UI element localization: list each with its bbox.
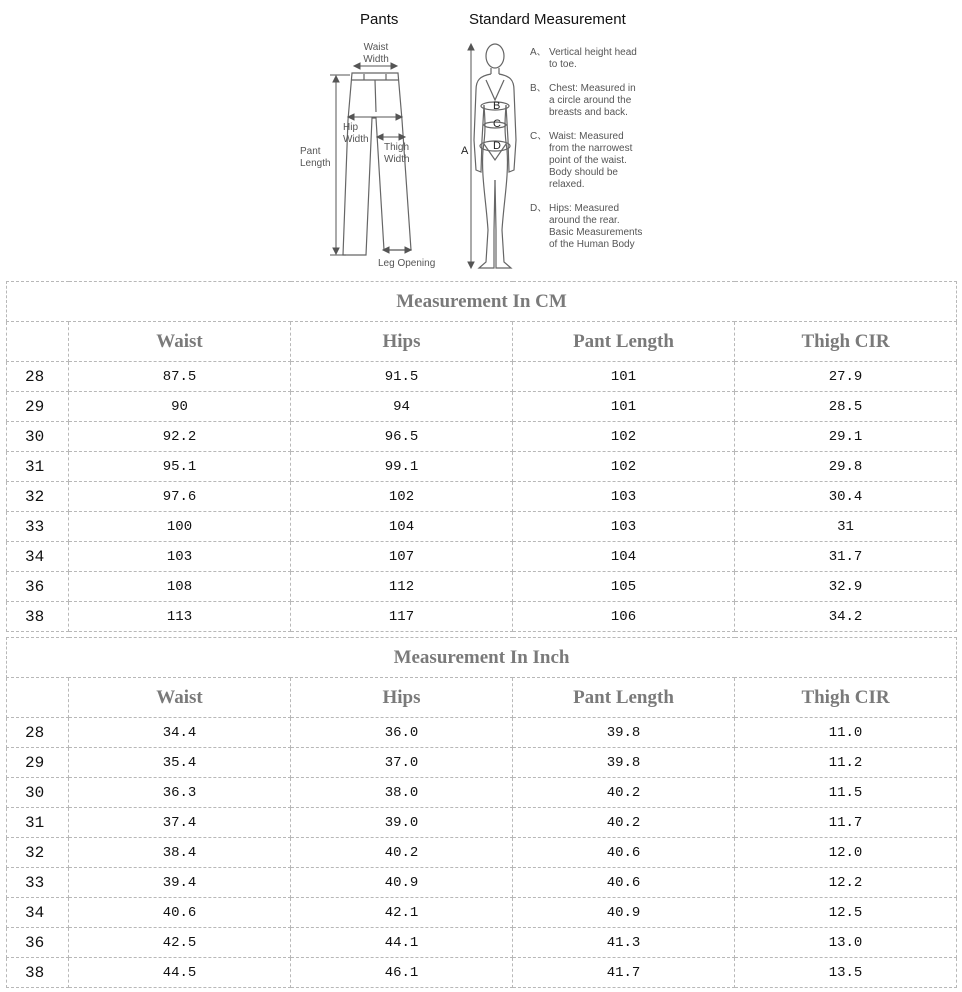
value-cell: 97.6 xyxy=(69,482,291,512)
column-header: Waist xyxy=(69,678,291,718)
value-cell: 39.4 xyxy=(69,868,291,898)
value-cell: 112 xyxy=(291,572,513,602)
note-a: A、 Vertical height head to toe. xyxy=(530,47,637,70)
value-cell: 90 xyxy=(69,392,291,422)
column-header xyxy=(7,678,69,718)
value-cell: 44.1 xyxy=(291,928,513,958)
value-cell: 13.5 xyxy=(735,958,957,988)
size-cell: 31 xyxy=(7,808,69,838)
value-cell: 37.4 xyxy=(69,808,291,838)
value-cell: 40.9 xyxy=(291,868,513,898)
value-cell: 12.0 xyxy=(735,838,957,868)
value-cell: 103 xyxy=(69,542,291,572)
value-cell: 36.0 xyxy=(291,718,513,748)
table-row xyxy=(7,898,957,928)
value-cell: 95.1 xyxy=(69,452,291,482)
table-caption: Measurement In Inch xyxy=(7,638,957,678)
value-cell: 101 xyxy=(513,392,735,422)
size-cell: 29 xyxy=(7,748,69,778)
size-cell: 34 xyxy=(7,542,69,572)
column-header: Hips xyxy=(291,322,513,362)
value-cell: 34.4 xyxy=(69,718,291,748)
value-cell: 31 xyxy=(735,512,957,542)
body-height-arrow xyxy=(468,44,474,268)
value-cell: 41.7 xyxy=(513,958,735,988)
leg-opening-label: Leg Opening xyxy=(378,258,436,269)
value-cell: 11.7 xyxy=(735,808,957,838)
value-cell: 38.4 xyxy=(69,838,291,868)
value-cell: 34.2 xyxy=(735,602,957,632)
value-cell: 105 xyxy=(513,572,735,602)
value-cell: 46.1 xyxy=(291,958,513,988)
body-marker-b: B xyxy=(493,100,501,112)
size-cell: 36 xyxy=(7,928,69,958)
column-header: Hips xyxy=(291,678,513,718)
table-row xyxy=(7,422,957,452)
hip-width-label: Hip Width xyxy=(343,122,369,145)
value-cell: 44.5 xyxy=(69,958,291,988)
table-row xyxy=(7,392,957,422)
value-cell: 35.4 xyxy=(69,748,291,778)
value-cell: 12.2 xyxy=(735,868,957,898)
pants-and-body-drawing xyxy=(0,0,962,278)
body-marker-c: C xyxy=(493,118,501,130)
value-cell: 103 xyxy=(513,512,735,542)
pants-title: Pants xyxy=(360,11,399,28)
column-header: Thigh CIR xyxy=(735,322,957,362)
value-cell: 104 xyxy=(513,542,735,572)
value-cell: 102 xyxy=(513,452,735,482)
value-cell: 40.6 xyxy=(513,868,735,898)
value-cell: 36.3 xyxy=(69,778,291,808)
table-row xyxy=(7,718,957,748)
table-row xyxy=(7,838,957,868)
table-row xyxy=(7,748,957,778)
body-marker-d: D xyxy=(493,140,501,152)
value-cell: 28.5 xyxy=(735,392,957,422)
value-cell: 38.0 xyxy=(291,778,513,808)
value-cell: 40.6 xyxy=(69,898,291,928)
value-cell: 91.5 xyxy=(291,362,513,392)
table-row xyxy=(7,808,957,838)
value-cell: 31.7 xyxy=(735,542,957,572)
value-cell: 13.0 xyxy=(735,928,957,958)
value-cell: 39.0 xyxy=(291,808,513,838)
table-caption: Measurement In CM xyxy=(7,282,957,322)
table-row xyxy=(7,958,957,988)
table-row xyxy=(7,362,957,392)
table-row xyxy=(7,572,957,602)
size-cell: 38 xyxy=(7,602,69,632)
value-cell: 108 xyxy=(69,572,291,602)
value-cell: 101 xyxy=(513,362,735,392)
value-cell: 11.2 xyxy=(735,748,957,778)
value-cell: 106 xyxy=(513,602,735,632)
value-cell: 29.8 xyxy=(735,452,957,482)
value-cell: 40.2 xyxy=(291,838,513,868)
column-header: Pant Length xyxy=(513,322,735,362)
value-cell: 12.5 xyxy=(735,898,957,928)
size-cell: 33 xyxy=(7,512,69,542)
size-cell: 32 xyxy=(7,838,69,868)
value-cell: 27.9 xyxy=(735,362,957,392)
size-cell: 30 xyxy=(7,778,69,808)
value-cell: 11.0 xyxy=(735,718,957,748)
value-cell: 40.2 xyxy=(513,778,735,808)
value-cell: 100 xyxy=(69,512,291,542)
pant-length-label: Pant Length xyxy=(300,146,331,169)
cm-size-table xyxy=(6,281,957,632)
value-cell: 42.1 xyxy=(291,898,513,928)
table-header-row xyxy=(7,678,957,718)
value-cell: 94 xyxy=(291,392,513,422)
value-cell: 92.2 xyxy=(69,422,291,452)
value-cell: 11.5 xyxy=(735,778,957,808)
value-cell: 37.0 xyxy=(291,748,513,778)
size-cell: 34 xyxy=(7,898,69,928)
value-cell: 39.8 xyxy=(513,748,735,778)
inch-size-table xyxy=(6,637,957,988)
value-cell: 41.3 xyxy=(513,928,735,958)
standard-measurement-title: Standard Measurement xyxy=(469,11,626,28)
value-cell: 102 xyxy=(513,422,735,452)
size-cell: 33 xyxy=(7,868,69,898)
column-header: Thigh CIR xyxy=(735,678,957,718)
column-header: Pant Length xyxy=(513,678,735,718)
size-cell: 38 xyxy=(7,958,69,988)
note-d: D、 Hips: Measured around the rear. Basic Measurements of the Human Body xyxy=(530,203,643,250)
value-cell: 104 xyxy=(291,512,513,542)
value-cell: 30.4 xyxy=(735,482,957,512)
value-cell: 103 xyxy=(513,482,735,512)
table-header-row xyxy=(7,322,957,362)
value-cell: 113 xyxy=(69,602,291,632)
column-header: Waist xyxy=(69,322,291,362)
column-header xyxy=(7,322,69,362)
value-cell: 40.9 xyxy=(513,898,735,928)
value-cell: 96.5 xyxy=(291,422,513,452)
table-row xyxy=(7,482,957,512)
note-c: C、 Waist: Measured from the narrowest point of the waist. Body should be relaxed. xyxy=(530,131,633,190)
value-cell: 40.6 xyxy=(513,838,735,868)
size-cell: 28 xyxy=(7,718,69,748)
waist-width-label: Waist Width xyxy=(363,42,389,65)
value-cell: 102 xyxy=(291,482,513,512)
value-cell: 29.1 xyxy=(735,422,957,452)
value-cell: 42.5 xyxy=(69,928,291,958)
size-cell: 32 xyxy=(7,482,69,512)
table-row xyxy=(7,602,957,632)
thigh-width-label: Thigh Width xyxy=(384,142,410,165)
measurement-illustration xyxy=(0,0,962,278)
table-row xyxy=(7,928,957,958)
body-marker-a: A xyxy=(461,145,469,157)
value-cell: 40.2 xyxy=(513,808,735,838)
value-cell: 117 xyxy=(291,602,513,632)
table-row xyxy=(7,452,957,482)
size-cell: 28 xyxy=(7,362,69,392)
value-cell: 32.9 xyxy=(735,572,957,602)
size-cell: 31 xyxy=(7,452,69,482)
table-row xyxy=(7,512,957,542)
table-row xyxy=(7,778,957,808)
value-cell: 87.5 xyxy=(69,362,291,392)
size-cell: 29 xyxy=(7,392,69,422)
value-cell: 99.1 xyxy=(291,452,513,482)
size-cell: 30 xyxy=(7,422,69,452)
note-b: B、 Chest: Measured in a circle around the breasts and back. xyxy=(530,83,636,118)
table-row xyxy=(7,868,957,898)
size-cell: 36 xyxy=(7,572,69,602)
table-row xyxy=(7,542,957,572)
value-cell: 107 xyxy=(291,542,513,572)
body-drawing xyxy=(474,44,516,268)
value-cell: 39.8 xyxy=(513,718,735,748)
